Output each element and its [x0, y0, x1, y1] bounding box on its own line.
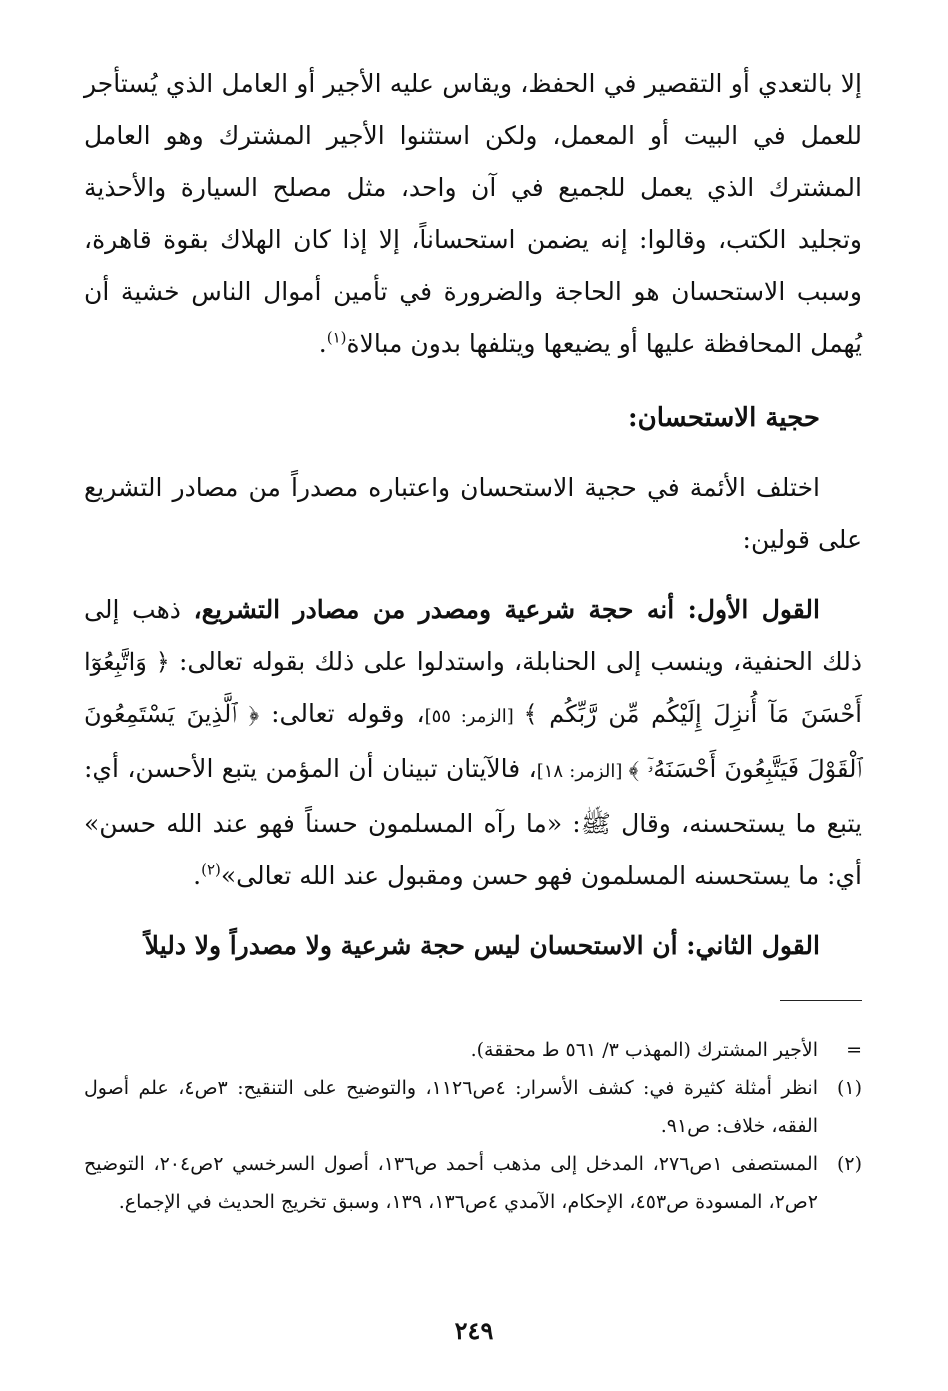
footnote-1: [84, 1069, 862, 1145]
paragraph-intro: اختلف الأئمة في حجية الاستحسان واعتباره مصدراً من مصادر التشريع على قولين:: [84, 473, 862, 554]
footnote-text: انظر أمثلة كثيرة في: كشف الأسرار: ٤ص١١٢٦، والتوضيح على التنقيح: ٣ص٤، علم أصول الفقه، خلاف: ص٩١.: [84, 1077, 818, 1137]
verse-reference-1: [الزمر: ٥٥]: [424, 706, 524, 727]
second-opinion-lead: القول الثاني: أن الاستحسان ليس حجة شرعية ولا مصدراً ولا دليلاً: [144, 931, 820, 960]
paragraph-continuation: [84, 58, 862, 370]
paragraph-text: إلا بالتعدي أو التقصير في الحفظ، ويقاس عليه الأجير أو العامل الذي يُستأجر للعمل في البيت أو المعمل، ولكن استثنوا الأجير المشترك وهو العامل المشترك الذي يعمل للجميع في آن واحد، مثل مصلح السيارة والأحذية وتجليد الكتب، وقالوا: إنه يضمن استحساناً، إلا إذا كان الهلاك بقوة قاهرة، وسبب الاستحسان هو الحاجة والضرورة في تأمين أموال الناس خشية أن يُهمل المحافظة عليها أو يضيعها ويتلفها بدون مبالاة: [84, 69, 862, 358]
first-opinion-text-3: ، فالآيتان تبينان أن المؤمن يتبع الأحسن، أي: يتبع ما يستحسنه، وقال ﷺ: «ما رآه المسلمون حسناً فهو عند الله حسن» أي: ما يستحسنه المسلمون فهو حسن ومقبول عند الله تعالى»: [84, 754, 862, 890]
footnote-separator: [780, 1000, 862, 1001]
verse-reference-2: [الزمر: ١٨]: [536, 761, 629, 782]
footnote-marker: (٢): [836, 1153, 862, 1175]
footnote-ref-1: (١): [326, 328, 347, 347]
paragraph-first-opinion: [84, 584, 862, 902]
footnote-2: [84, 1145, 862, 1221]
first-opinion-text: ذهب إلى ذلك الحنفية، وينسب إلى الحنابلة، واستدلوا على ذلك بقوله تعالى:: [84, 595, 862, 676]
footnotes: [84, 1000, 862, 1221]
footnote-ref-2: (٢): [201, 860, 221, 879]
quran-verse-1: ﴿ وَاتَّبِعُوٓا أَحْسَنَ مَآ أُنزِلَ إِلَيْكُم مِّن رَّبِّكُم ﴾: [84, 648, 862, 728]
first-opinion-lead: القول الأول: أنه حجة شرعية ومصدر من مصادر التشريع،: [193, 595, 820, 624]
footnote-marker: (١): [836, 1077, 862, 1099]
footnote-marker: =: [846, 1039, 862, 1061]
section-heading: حجية الاستحسان:: [628, 403, 820, 433]
footnote-text: الأجير المشترك (المهذب ٣/ ٥٦١ ط محققة).: [470, 1039, 818, 1061]
footnote-text: المستصفى ١ص٢٧٦، المدخل إلى مذهب أحمد ص١٣٦، أصول السرخسي ٢ص٢٠٤، التوضيح ٢ص٢، المسودة ص٤٥٣، الإحكام، الآمدي ٤ص١٣٦، ١٣٩، وسبق تخريج الحديث في الإجماع.: [84, 1153, 818, 1213]
paragraph-second-opinion: [84, 920, 862, 972]
footnote-continuation: [84, 1031, 862, 1069]
first-opinion-end: .: [193, 861, 202, 890]
paragraph-end: .: [318, 329, 327, 358]
main-text: [84, 58, 862, 972]
first-opinion-text-2: ، وقوله تعالى:: [259, 699, 425, 728]
page-number: ٢٤٩: [454, 1316, 494, 1345]
quran-verse-2: ﴿ ٱلَّذِينَ يَسْتَمِعُونَ ٱلْقَوْلَ فَيَتَّبِعُونَ أَحْسَنَهُۥٓ ﴾: [84, 700, 862, 783]
